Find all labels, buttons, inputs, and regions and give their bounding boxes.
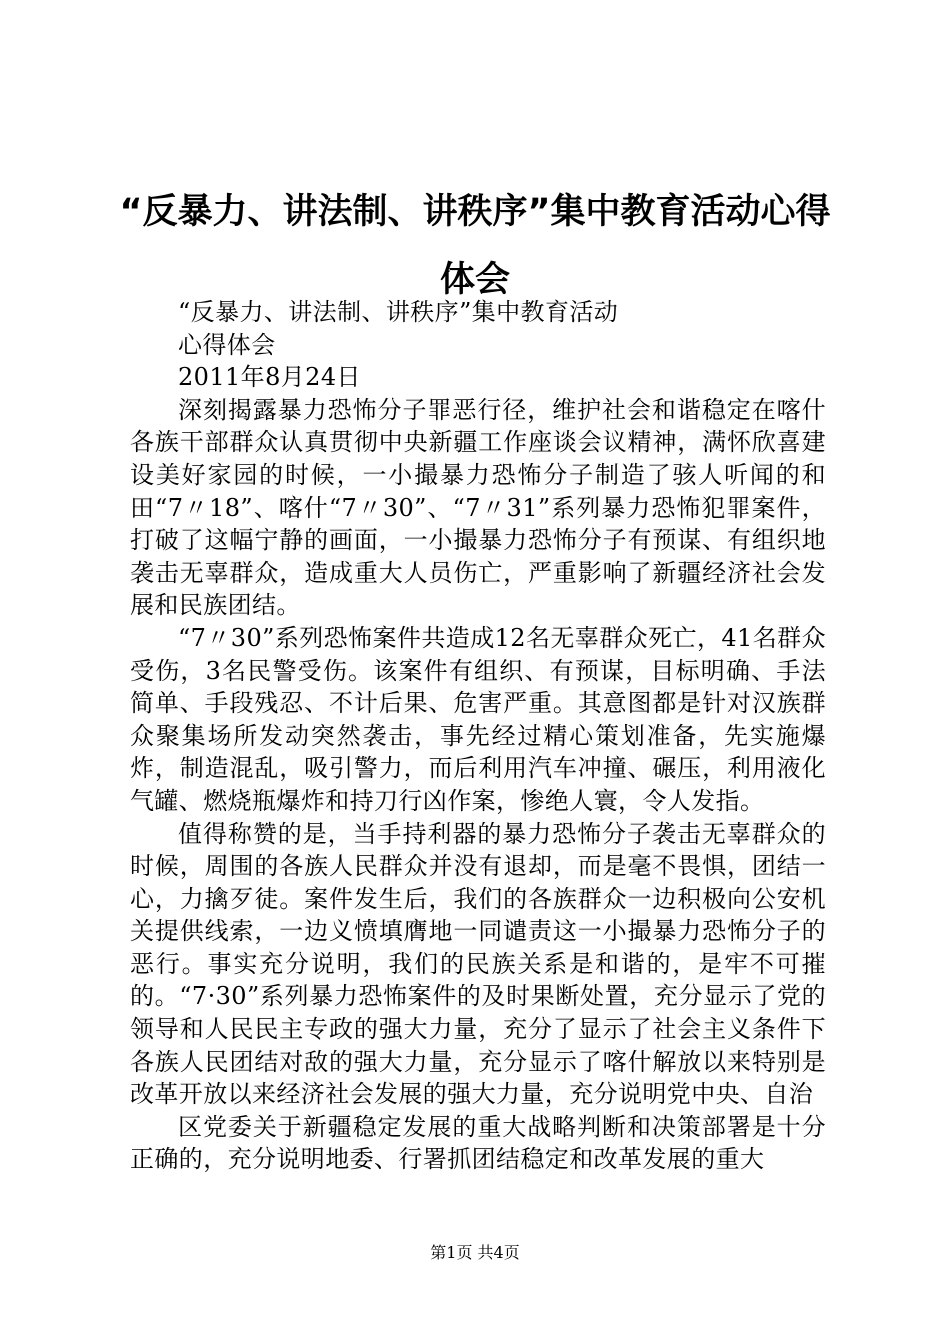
header-line-1: “反暴力、讲法制、讲秩序”集中教育活动 [178,298,619,326]
document-date: 2011年8月24日 [178,363,361,392]
paragraph-4: 区党委关于新疆稳定发展的重大战略判断和决策部署是十分正确的，充分说明地委、行署抓团结稳定和改革发展的重大 [130,1112,826,1174]
header-line-2: 心得体会 [178,330,276,359]
paragraph-3: 值得称赞的是，当手持利器的暴力恐怖分子袭击无辜群众的时候，周围的各族人民群众并没有退却，而是毫不畏惧，团结一心，力擒歹徒。案件发生后，我们的各族群众一边积极向公安机关提供线索，一边义愤填膺地一同谴责这一小撮暴力恐怖分子的恶行。事实充分说明，我们的民族关系是和谐的，是牢不可摧的。“7·30”系列暴力恐怖案件的及时果断处置，充分显示了党的领导和人民民主专政的强大力量，充分了显示了社会主义条件下各族人民团结对敌的强大力量，充分显示了喀什解放以来特别是改革开放以来经济社会发展的强大力量，充分说明党中央、自治 [130,819,826,1109]
document-title: “反暴力、讲法制、讲秩序”集中教育活动心得体会 [119,192,831,300]
paragraph-1: 深刻揭露暴力恐怖分子罪恶行径，维护社会和谐稳定在喀什各族干部群众认真贯彻中央新疆工作座谈会议精神，满怀欣喜建设美好家园的时候，一小撮暴力恐怖分子制造了骇人听闻的和田“7〃18”、喀什“7〃30”、“7〃31”系列暴力恐怖犯罪案件，打破了这幅宁静的画面，一小撮暴力恐怖分子有预谋、有组织地袭击无辜群众，造成重大人员伤亡，严重影响了新疆经济社会发展和民族团结。 [130,395,826,620]
document-body [130,296,826,1176]
paragraph-2: “7〃30”系列恐怖案件共造成12名无辜群众死亡，41名群众受伤，3名民警受伤。该案件有组织、有预谋，目标明确、手法简单、手段残忍、不计后果、危害严重。其意图都是针对汉族群众聚集场所发动突然袭击，事先经过精心策划准备，先实施爆炸，制造混乱，吸引警力，而后利用汽车冲撞、碾压，利用液化气罐、燃烧瓶爆炸和持刀行凶作案，惨绝人寰，令人发指。 [130,623,826,815]
page-footer: 第1页 共4页 [430,1243,520,1262]
